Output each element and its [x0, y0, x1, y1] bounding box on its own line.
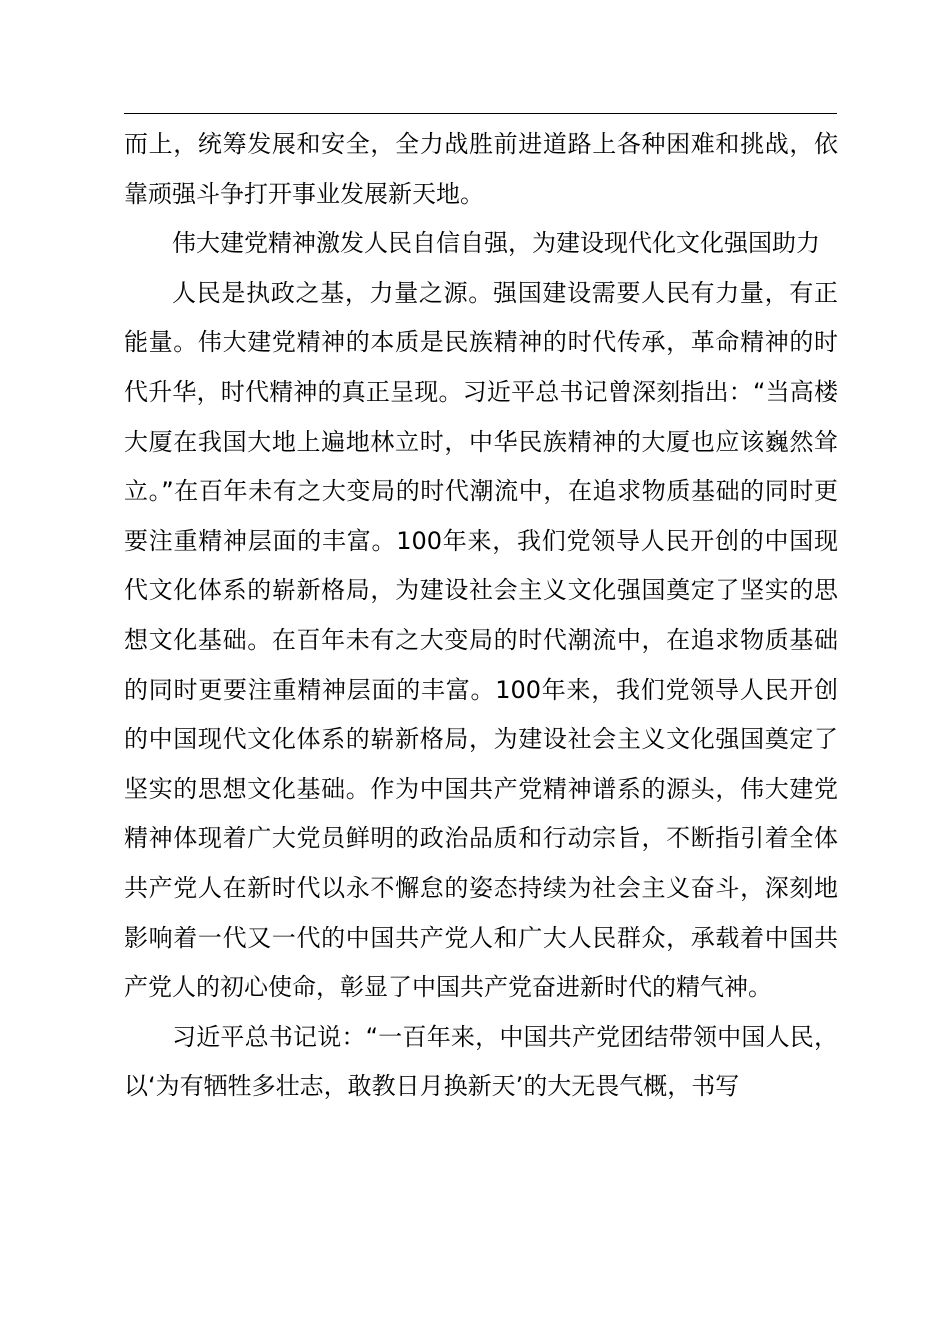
paragraph-quote-start: 习近平总书记说：“一百年来，中国共产党团结带领中国人民，以‘为有牺牲多壮志，敢教日月换新天’的大无畏气概，书写: [124, 1022, 838, 1101]
header-rule: [124, 113, 837, 114]
paragraph-continued: 而上，统筹发展和安全，全力战胜前进道路上各种困难和挑战，依靠顽强斗争打开事业发展新天地。: [124, 130, 838, 208]
section-heading: 伟大建党精神激发人民自信自强，为建设现代化文化强国助力: [172, 229, 820, 258]
document-body: [124, 120, 838, 1112]
paragraph-people-confidence: 人民是执政之基，力量之源。强国建设需要人民有力量，有正能量。伟大建党精神的本质是民族精神的时代传承，革命精神的时代升华，时代精神的真正呈现。习近平总书记曾深刻指出：“当高楼大厦在我国大地上遍地林立时，中华民族精神的大厦也应该巍然耸立。”在百年未有之大变局的时代潮流中，在追求物质基础的同时更要注重精神层面的丰富。100年来，我们党领导人民开创的中国现代文化体系的崭新格局，为建设社会主义文化强国奠定了坚实的思想文化基础。在百年未有之大变局的时代潮流中，在追求物质基础的同时更要注重精神层面的丰富。100年来，我们党领导人民开创的中国现代文化体系的崭新格局，为建设社会主义文化强国奠定了坚实的思想文化基础。作为中国共产党精神谱系的源头，伟大建党精神体现着广大党员鲜明的政治品质和行动宗旨，不断指引着全体共产党人在新时代以永不懈怠的姿态持续为社会主义奋斗，深刻地影响着一代又一代的中国共产党人和广大人民群众，承载着中国共产党人的初心使命，彰显了中国共产党奋进新时代的精气神。: [124, 278, 838, 1002]
